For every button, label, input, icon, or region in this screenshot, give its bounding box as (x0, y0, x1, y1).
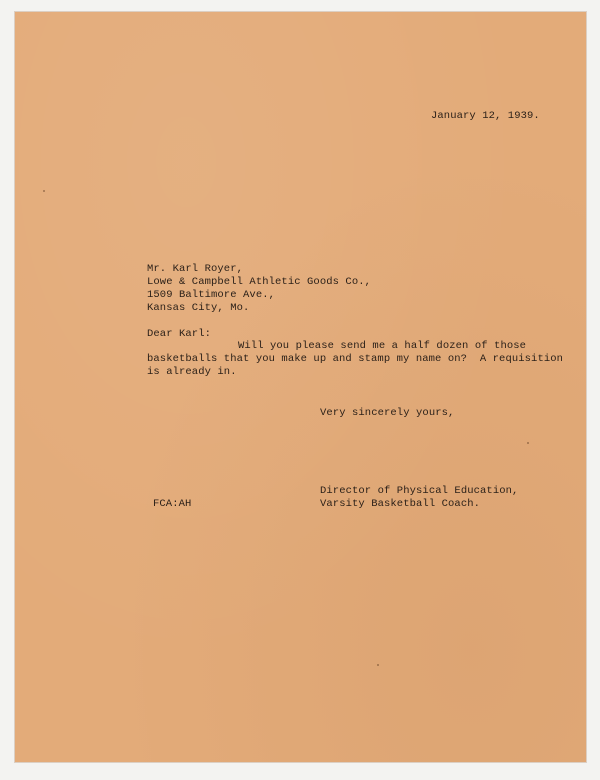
signature-title: Director of Physical Education, (320, 485, 519, 497)
closing: Very sincerely yours, (320, 407, 455, 419)
salutation: Dear Karl: (147, 328, 212, 340)
paper-speck (43, 190, 45, 192)
body-line: Will you please send me a half dozen of those (238, 340, 527, 352)
paper-speck (377, 664, 379, 666)
letter-sheet (15, 12, 586, 762)
recipient-name: Mr. Karl Royer, (147, 263, 244, 275)
recipient-street: 1509 Baltimore Ave., (147, 289, 276, 301)
body-line: basketballs that you make up and stamp my name on? A requisition (147, 353, 564, 365)
reference-initials: FCA:AH (153, 498, 192, 510)
recipient-company: Lowe & Campbell Athletic Goods Co., (147, 276, 372, 288)
signature-title: Varsity Basketball Coach. (320, 498, 481, 510)
paper-speck (527, 442, 529, 444)
letter-date: January 12, 1939. (431, 110, 540, 122)
recipient-city: Kansas City, Mo. (147, 302, 250, 314)
body-line: is already in. (147, 366, 237, 378)
